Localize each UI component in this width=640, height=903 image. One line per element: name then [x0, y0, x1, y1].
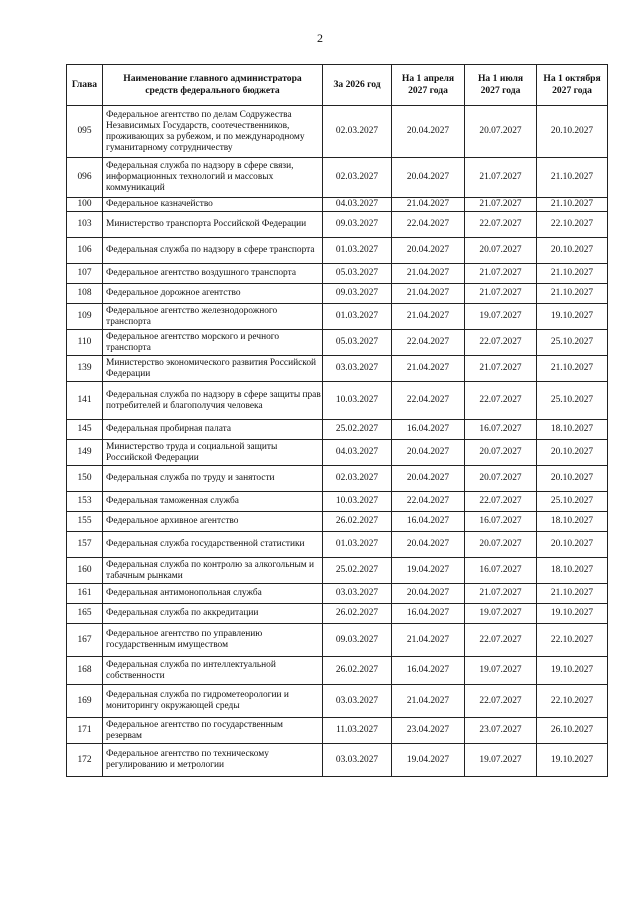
cell-date-october: 18.10.2027: [537, 558, 608, 584]
cell-chapter: 109: [67, 304, 103, 330]
cell-administrator-name: Федеральная служба по контролю за алкогольным и табачным рынками: [103, 558, 323, 584]
cell-chapter: 172: [67, 744, 103, 777]
cell-chapter: 141: [67, 382, 103, 420]
cell-date-april: 22.04.2027: [392, 212, 465, 238]
cell-chapter: 103: [67, 212, 103, 238]
table-row: [67, 158, 608, 198]
table-row: [67, 558, 608, 584]
cell-chapter: 168: [67, 657, 103, 685]
cell-date-july: 19.07.2027: [465, 604, 537, 624]
cell-administrator-name: Федеральное агентство морского и речного транспорта: [103, 330, 323, 356]
cell-date-2026: 09.03.2027: [323, 284, 392, 304]
cell-date-october: 21.10.2027: [537, 584, 608, 604]
cell-date-2026: 09.03.2027: [323, 624, 392, 657]
cell-date-october: 21.10.2027: [537, 264, 608, 284]
table-row: [67, 718, 608, 744]
cell-date-april: 16.04.2027: [392, 604, 465, 624]
cell-date-july: 22.07.2027: [465, 330, 537, 356]
cell-date-2026: 11.03.2027: [323, 718, 392, 744]
table-row: [67, 264, 608, 284]
cell-chapter: 106: [67, 238, 103, 264]
cell-chapter: 161: [67, 584, 103, 604]
cell-date-2026: 02.03.2027: [323, 106, 392, 158]
cell-date-2026: 01.03.2027: [323, 532, 392, 558]
page-number: 2: [317, 31, 323, 45]
cell-date-april: 19.04.2027: [392, 558, 465, 584]
cell-date-july: 20.07.2027: [465, 532, 537, 558]
cell-date-july: 20.07.2027: [465, 466, 537, 492]
cell-administrator-name: Федеральное дорожное агентство: [103, 284, 323, 304]
cell-date-july: 22.07.2027: [465, 624, 537, 657]
table-row: [67, 304, 608, 330]
cell-chapter: 155: [67, 512, 103, 532]
cell-date-2026: 03.03.2027: [323, 356, 392, 382]
cell-administrator-name: Федеральное агентство по государственным резервам: [103, 718, 323, 744]
cell-date-july: 21.07.2027: [465, 264, 537, 284]
cell-date-april: 22.04.2027: [392, 382, 465, 420]
table-row: [67, 382, 608, 420]
cell-date-july: 21.07.2027: [465, 356, 537, 382]
cell-date-april: 19.04.2027: [392, 744, 465, 777]
cell-chapter: 100: [67, 198, 103, 212]
cell-date-2026: 10.03.2027: [323, 382, 392, 420]
table-row: [67, 584, 608, 604]
header-april-2027: На 1 апреля 2027 года: [392, 65, 465, 106]
cell-date-april: 20.04.2027: [392, 238, 465, 264]
cell-date-april: 20.04.2027: [392, 106, 465, 158]
cell-date-july: 21.07.2027: [465, 584, 537, 604]
cell-date-october: 19.10.2027: [537, 304, 608, 330]
cell-date-2026: 26.02.2027: [323, 657, 392, 685]
cell-date-april: 21.04.2027: [392, 264, 465, 284]
cell-date-october: 25.10.2027: [537, 330, 608, 356]
cell-date-july: 16.07.2027: [465, 558, 537, 584]
table-row: [67, 532, 608, 558]
cell-date-april: 16.04.2027: [392, 512, 465, 532]
cell-date-july: 16.07.2027: [465, 420, 537, 440]
table-row: [67, 657, 608, 685]
cell-date-april: 20.04.2027: [392, 584, 465, 604]
cell-date-july: 20.07.2027: [465, 238, 537, 264]
table-row: [67, 744, 608, 777]
cell-date-april: 20.04.2027: [392, 440, 465, 466]
cell-administrator-name: Федеральная служба по надзору в сфере связи, информационных технологий и массовых коммуникаций: [103, 158, 323, 198]
cell-date-july: 23.07.2027: [465, 718, 537, 744]
cell-date-2026: 01.03.2027: [323, 304, 392, 330]
cell-administrator-name: Федеральное архивное агентство: [103, 512, 323, 532]
cell-chapter: 157: [67, 532, 103, 558]
cell-date-2026: 04.03.2027: [323, 198, 392, 212]
cell-date-july: 19.07.2027: [465, 657, 537, 685]
cell-administrator-name: Министерство транспорта Российской Федерации: [103, 212, 323, 238]
cell-date-october: 25.10.2027: [537, 382, 608, 420]
cell-administrator-name: Федеральное казначейство: [103, 198, 323, 212]
table-row: [67, 420, 608, 440]
cell-administrator-name: Федеральная служба по труду и занятости: [103, 466, 323, 492]
cell-date-october: 21.10.2027: [537, 198, 608, 212]
cell-administrator-name: Федеральная служба государственной статистики: [103, 532, 323, 558]
cell-date-2026: 26.02.2027: [323, 604, 392, 624]
cell-date-april: 21.04.2027: [392, 624, 465, 657]
cell-date-april: 21.04.2027: [392, 685, 465, 718]
cell-date-july: 19.07.2027: [465, 304, 537, 330]
cell-date-october: 26.10.2027: [537, 718, 608, 744]
cell-date-july: 21.07.2027: [465, 284, 537, 304]
cell-administrator-name: Федеральная пробирная палата: [103, 420, 323, 440]
cell-date-april: 22.04.2027: [392, 492, 465, 512]
cell-date-october: 18.10.2027: [537, 420, 608, 440]
table-row: [67, 492, 608, 512]
cell-administrator-name: Федеральная таможенная служба: [103, 492, 323, 512]
cell-administrator-name: Федеральное агентство по техническому регулированию и метрологии: [103, 744, 323, 777]
cell-date-october: 20.10.2027: [537, 466, 608, 492]
cell-date-april: 21.04.2027: [392, 356, 465, 382]
cell-date-october: 20.10.2027: [537, 532, 608, 558]
cell-date-july: 19.07.2027: [465, 744, 537, 777]
table-row: [67, 624, 608, 657]
cell-date-2026: 10.03.2027: [323, 492, 392, 512]
cell-chapter: 160: [67, 558, 103, 584]
table-body: [67, 106, 608, 777]
cell-date-2026: 03.03.2027: [323, 584, 392, 604]
cell-date-2026: 03.03.2027: [323, 685, 392, 718]
cell-date-july: 20.07.2027: [465, 440, 537, 466]
cell-date-october: 21.10.2027: [537, 158, 608, 198]
cell-chapter: 145: [67, 420, 103, 440]
cell-chapter: 107: [67, 264, 103, 284]
cell-date-2026: 09.03.2027: [323, 212, 392, 238]
cell-date-april: 16.04.2027: [392, 420, 465, 440]
cell-date-july: 22.07.2027: [465, 685, 537, 718]
cell-chapter: 139: [67, 356, 103, 382]
cell-date-april: 16.04.2027: [392, 657, 465, 685]
cell-administrator-name: Федеральная служба по аккредитации: [103, 604, 323, 624]
cell-chapter: 165: [67, 604, 103, 624]
cell-date-october: 22.10.2027: [537, 624, 608, 657]
cell-date-october: 21.10.2027: [537, 284, 608, 304]
cell-administrator-name: Федеральная антимонопольная служба: [103, 584, 323, 604]
table-row: [67, 198, 608, 212]
cell-date-2026: 04.03.2027: [323, 440, 392, 466]
cell-date-july: 22.07.2027: [465, 212, 537, 238]
table-row: [67, 330, 608, 356]
cell-date-2026: 05.03.2027: [323, 264, 392, 284]
cell-date-october: 18.10.2027: [537, 512, 608, 532]
table-row: [67, 466, 608, 492]
cell-date-july: 20.07.2027: [465, 106, 537, 158]
cell-date-april: 21.04.2027: [392, 198, 465, 212]
cell-chapter: 096: [67, 158, 103, 198]
table-row: [67, 604, 608, 624]
cell-administrator-name: Федеральная служба по гидрометеорологии и мониторингу окружающей среды: [103, 685, 323, 718]
cell-date-april: 21.04.2027: [392, 304, 465, 330]
table-row: [67, 356, 608, 382]
cell-date-april: 21.04.2027: [392, 284, 465, 304]
cell-chapter: 108: [67, 284, 103, 304]
cell-date-october: 20.10.2027: [537, 106, 608, 158]
cell-chapter: 167: [67, 624, 103, 657]
cell-date-2026: 25.02.2027: [323, 420, 392, 440]
table-row: [67, 212, 608, 238]
cell-date-october: 19.10.2027: [537, 744, 608, 777]
cell-date-october: 19.10.2027: [537, 604, 608, 624]
cell-administrator-name: Министерство труда и социальной защиты Российской Федерации: [103, 440, 323, 466]
table-row: [67, 106, 608, 158]
cell-date-july: 21.07.2027: [465, 158, 537, 198]
cell-chapter: 149: [67, 440, 103, 466]
header-july-2027: На 1 июля 2027 года: [465, 65, 537, 106]
cell-date-april: 22.04.2027: [392, 330, 465, 356]
table-row: [67, 284, 608, 304]
cell-chapter: 110: [67, 330, 103, 356]
cell-date-october: 20.10.2027: [537, 440, 608, 466]
cell-date-october: 22.10.2027: [537, 212, 608, 238]
cell-date-october: 25.10.2027: [537, 492, 608, 512]
cell-chapter: 150: [67, 466, 103, 492]
cell-date-october: 19.10.2027: [537, 657, 608, 685]
cell-administrator-name: Федеральное агентство железнодорожного транспорта: [103, 304, 323, 330]
cell-chapter: 095: [67, 106, 103, 158]
cell-date-april: 23.04.2027: [392, 718, 465, 744]
header-administrator-name: Наименование главного администратора средств федерального бюджета: [103, 65, 323, 106]
cell-date-2026: 02.03.2027: [323, 466, 392, 492]
cell-administrator-name: Федеральное агентство воздушного транспорта: [103, 264, 323, 284]
table-row: [67, 512, 608, 532]
header-year-2026: За 2026 год: [323, 65, 392, 106]
cell-date-july: 21.07.2027: [465, 198, 537, 212]
cell-chapter: 169: [67, 685, 103, 718]
cell-date-april: 20.04.2027: [392, 532, 465, 558]
cell-date-july: 22.07.2027: [465, 492, 537, 512]
table-row: [67, 685, 608, 718]
cell-chapter: 153: [67, 492, 103, 512]
cell-administrator-name: Федеральное агентство по управлению государственным имуществом: [103, 624, 323, 657]
cell-date-2026: 02.03.2027: [323, 158, 392, 198]
cell-date-2026: 01.03.2027: [323, 238, 392, 264]
table-row: [67, 238, 608, 264]
cell-administrator-name: Министерство экономического развития Российской Федерации: [103, 356, 323, 382]
cell-administrator-name: Федеральная служба по интеллектуальной собственности: [103, 657, 323, 685]
cell-date-october: 21.10.2027: [537, 356, 608, 382]
cell-date-2026: 05.03.2027: [323, 330, 392, 356]
cell-chapter: 171: [67, 718, 103, 744]
header-chapter: Глава: [67, 65, 103, 106]
header-october-2027: На 1 октября 2027 года: [537, 65, 608, 106]
cell-date-july: 16.07.2027: [465, 512, 537, 532]
cell-date-2026: 26.02.2027: [323, 512, 392, 532]
budget-deadlines-table: [66, 64, 608, 777]
cell-date-april: 20.04.2027: [392, 466, 465, 492]
table-header-row: [67, 65, 608, 106]
cell-date-july: 22.07.2027: [465, 382, 537, 420]
cell-administrator-name: Федеральное агентство по делам Содружества Независимых Государств, соотечественников, проживающих за рубежом, и по международному гуманитарному сотрудничеству: [103, 106, 323, 158]
cell-date-october: 20.10.2027: [537, 238, 608, 264]
table-row: [67, 440, 608, 466]
cell-date-2026: 03.03.2027: [323, 744, 392, 777]
cell-date-october: 22.10.2027: [537, 685, 608, 718]
cell-date-2026: 25.02.2027: [323, 558, 392, 584]
cell-date-april: 20.04.2027: [392, 158, 465, 198]
cell-administrator-name: Федеральная служба по надзору в сфере защиты прав потребителей и благополучия человека: [103, 382, 323, 420]
cell-administrator-name: Федеральная служба по надзору в сфере транспорта: [103, 238, 323, 264]
